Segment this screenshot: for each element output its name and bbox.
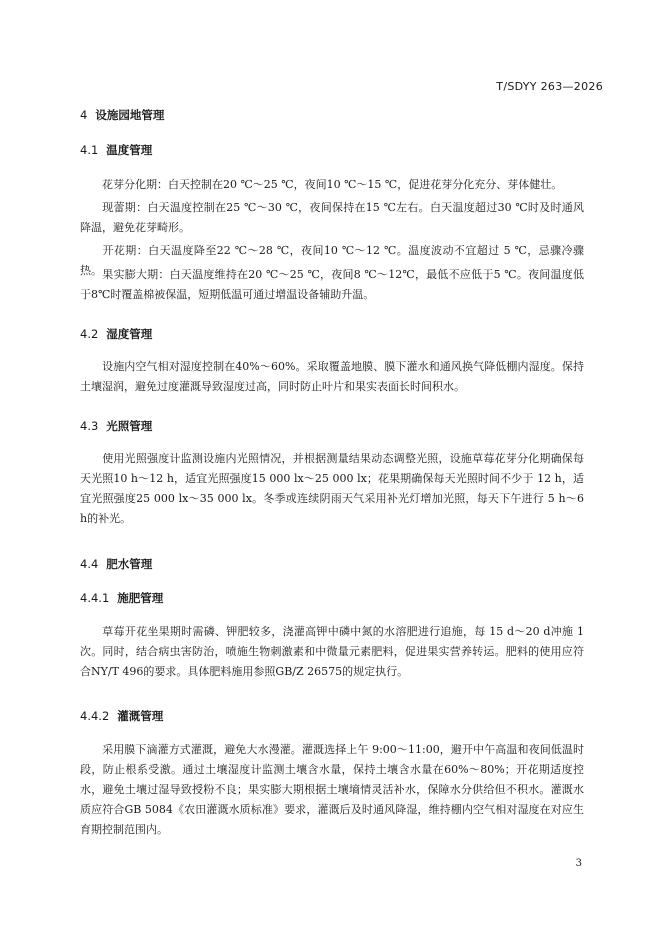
paragraph-text: 果实膨大期：白天温度维持在20 ℃～25 ℃，夜间8 ℃～12℃，最低不应低于5 ℃。夜间温度低于8℃时覆盖棉被保温，短期低温可通过增温设备辅助升温。 (80, 268, 584, 301)
section-number: 4.1 (80, 143, 99, 157)
document-number: T/SDYY 263—2026 (496, 80, 603, 93)
section-title: 温度管理 (106, 143, 153, 157)
section-title: 灌溉管理 (117, 709, 164, 723)
paragraph-budding (80, 198, 584, 238)
section-heading-4-2 (80, 326, 152, 342)
section-number: 4 (80, 108, 88, 122)
section-title: 施肥管理 (117, 591, 164, 605)
section-number: 4.4.2 (80, 709, 110, 723)
paragraph-text: 现蕾期：白天温度控制在25 ℃～30 ℃，夜间保持在15 ℃左右。白天温度超过30 ℃时及时通风降温，避免花芽畸形。 (80, 201, 584, 234)
section-heading-4 (80, 107, 164, 123)
section-title: 设施园地管理 (95, 108, 165, 122)
page-number: 3 (575, 858, 582, 869)
section-heading-4-4 (80, 556, 152, 572)
paragraph-light (80, 449, 584, 529)
paragraph-fertilization (80, 622, 584, 682)
section-title: 光照管理 (106, 419, 153, 433)
section-heading-4-3 (80, 418, 152, 434)
paragraph-text: 设施内空气相对湿度控制在40%～60%。采取覆盖地膜、膜下灌水和通风换气降低棚内湿度。保持土壤湿润，避免过度灌溉导致湿度过高，同时防止叶片和果实表面长时间积水。 (80, 360, 584, 393)
paragraph-irrigation (80, 740, 584, 840)
paragraph-humidity (80, 357, 584, 397)
section-heading-4-1 (80, 142, 152, 158)
section-title: 肥水管理 (106, 557, 153, 571)
section-number: 4.2 (80, 327, 99, 341)
section-heading-4-4-1 (80, 590, 163, 606)
paragraph-text: 使用光照强度计监测设施内光照情况，并根据测量结果动态调整光照，设施草莓花芽分化期确保每天光照10 h～12 h，适宜光照强度15 000 lx～25 000 lx；花果期确保每天光照时间不少于 12 h，适宜光照强度25 000 lx～35 000 lx。冬季或连续阴雨天气采用补光灯增加光照，每天下午进行 5 h～6 h的补光。 (80, 452, 584, 525)
paragraph-text: 开花期：白天温度降至22 ℃～28 ℃，夜间10 ℃～12 ℃。温度波动不宜超过 5 ℃，忌骤冷骤热。 (80, 244, 584, 277)
paragraph-text: 采用膜下滴灌方式灌溉，避免大水漫灌。灌溉选择上午 9:00～11:00，避开中午高温和夜间低温时段，防止根系受激。通过土壤湿度计监测土壤含水量，保持土壤含水量在60%～80%；开花期适度控水，避免土壤过湿导致授粉不良；果实膨大期根据土壤墒情灵活补水，保障水分供给但不积水。灌溉水质应符合GB 5084《农田灌溉水质标准》要求，灌溉后及时通风降湿，维持棚内空气相对湿度在对应生育期控制范围内。 (80, 743, 584, 836)
section-number: 4.4 (80, 557, 99, 571)
section-heading-4-4-2 (80, 708, 163, 724)
section-title: 湿度管理 (106, 327, 153, 341)
paragraph-text: 草莓开花坐果期时需磷、钾肥较多，浇灌高钾中磷中氮的水溶肥进行追施，每 15 d～20 d冲施 1 次。同时，结合病虫害防治，喷施生物刺激素和中微量元素肥料，促进果实营养转运。肥料的使用应符合NY/T 496的要求。具体肥料施用参照GB/Z 26575的规定执行。 (80, 625, 584, 678)
paragraph-fruit-enlargement (80, 265, 584, 305)
section-number: 4.4.1 (80, 591, 110, 605)
section-number: 4.3 (80, 419, 99, 433)
paragraph-text: 花芽分化期：白天控制在20 ℃～25 ℃，夜间10 ℃～15 ℃，促进花芽分化充分、芽体健壮。 (102, 178, 563, 191)
paragraph-flower-bud-differentiation (80, 175, 584, 195)
